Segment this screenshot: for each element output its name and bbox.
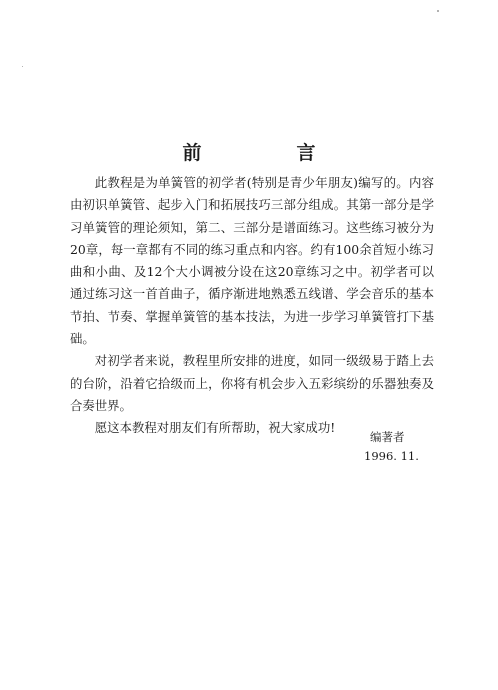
signature-block (364, 428, 419, 466)
preface-paragraph-3: 愿这本教程对朋友们有所帮助，祝大家成功! (94, 420, 336, 436)
signature-author: 编著者 (370, 430, 405, 444)
preface-heading: 前 言 (182, 141, 354, 164)
signature-date: 1996. 11. (364, 449, 419, 463)
preface-body (70, 172, 434, 440)
preface-paragraph-1: 此教程是为单簧管的初学者(特别是青少年朋友)编写的。内容由初识单簧管、起步入门和拓展技巧三部分组成。其第一部分是学习单簧管的理论须知，第二、三部分是谱面练习。这些练习被分为20章，每一章都有不同的练习重点和内容。约有100余首短小练习曲和小曲、及12个大小调被分设在这20章练习之中。初学者可以通过练习这一首首曲子，循序渐进地熟悉五线谱、学会音乐的基本节拍、节奏、掌握单簧管的基本技法，为进一步学习单簧管打下基础。 (70, 175, 434, 347)
preface-paragraph-2: 对初学者来说，教程里所安排的进度，如同一级级易于踏上去的台阶，沿着它拾级而上，你将有机会步入五彩缤纷的乐器独奏及合奏世界。 (70, 353, 434, 413)
scan-speck (22, 66, 23, 67)
scan-speck (437, 10, 439, 12)
